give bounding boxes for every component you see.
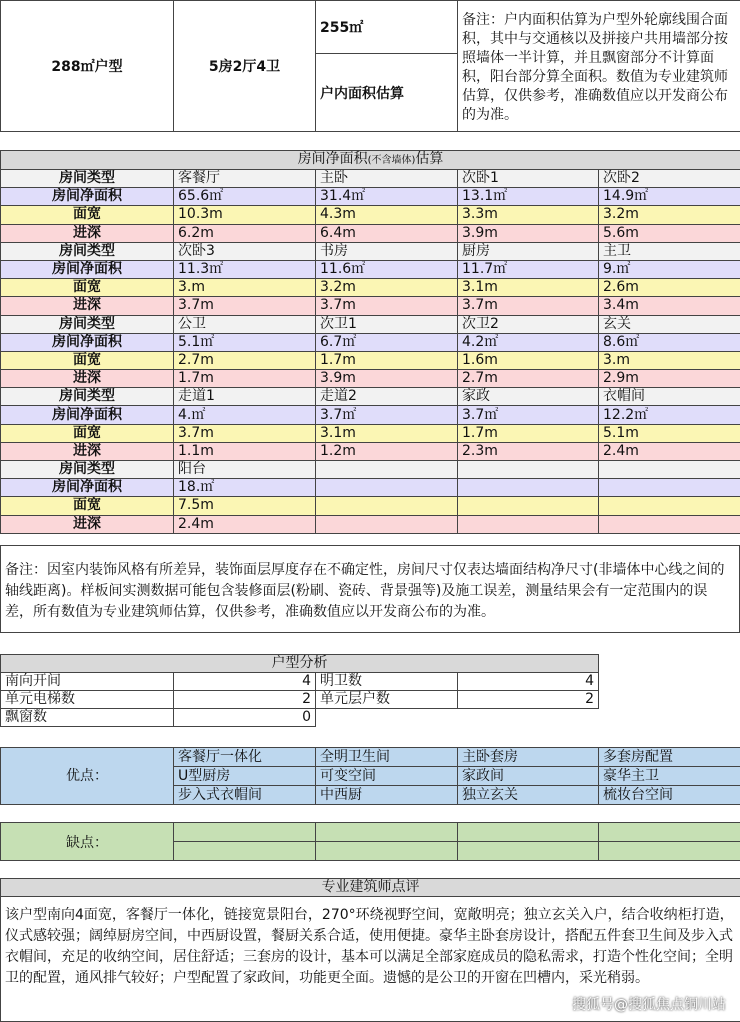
room-width-cell: 3.7m <box>174 424 316 442</box>
pro-item: 豪华主卫 <box>599 767 740 786</box>
room-name-cell: 次卧3 <box>174 242 316 260</box>
pro-item: 可变空间 <box>316 767 458 786</box>
room-row-width <box>1 497 740 515</box>
analysis-empty <box>458 709 599 727</box>
row-label-width: 面宽 <box>1 424 174 442</box>
room-area-cell <box>599 479 740 497</box>
room-width-cell: 3.m <box>599 351 740 369</box>
pro-item: 全明卫生间 <box>316 748 458 767</box>
cons-label: 缺点： <box>1 823 174 861</box>
room-name-cell <box>316 461 458 479</box>
room-width-cell: 10.3m <box>174 206 316 224</box>
analysis-value: 0 <box>174 709 316 727</box>
room-depth-cell: 3.7m <box>458 297 599 315</box>
room-width-cell <box>599 497 740 515</box>
room-depth-cell: 3.7m <box>316 297 458 315</box>
pro-item: 主卧套房 <box>458 748 599 767</box>
analysis-key: 飘窗数 <box>1 709 174 727</box>
pro-item: 客餐厅一体化 <box>174 748 316 767</box>
analysis-empty <box>316 709 458 727</box>
room-table-body <box>1 170 740 534</box>
con-item <box>174 823 316 842</box>
row-label-type: 房间类型 <box>1 388 174 406</box>
room-name-cell: 次卫2 <box>458 315 599 333</box>
room-depth-cell: 3.4m <box>599 297 740 315</box>
room-name-cell: 阳台 <box>174 461 316 479</box>
room-area-cell: 18.㎡ <box>174 479 316 497</box>
analysis-value: 2 <box>174 691 316 709</box>
watermark: 搜狐号@搜狐焦点铜川站 <box>572 994 726 1014</box>
room-depth-cell: 2.7m <box>458 370 599 388</box>
review-text: 该户型南向4面宽，客餐厅一体化，链接宽景阳台，270°环绕视野空间，宽敞明亮；独立玄关入户，结合收纳柜打造，仪式感较强；阔绰厨房空间，中西厨设置，餐厨关系合适，使用便捷。豪华主卧套房设计，搭配五件套卫生间及步入式衣帽间，充足的收纳空间，居住舒适；三套房的设计，基本可以满足全部家庭成员的隐私需求，打造个性化空间；全明卫的配置，通风排气较好；户型配置了家政间，功能更全面。遗憾的是公卫的开窗在凹槽内，采光稍弱。 <box>1 897 740 1022</box>
room-depth-cell: 2.4m <box>174 515 316 533</box>
room-table-note: 备注：因室内装饰风格有所差异，装饰面层厚度存在不确定性，房间尺寸仅表达墙面结构净尺寸(非墙体中心线之间的轴线距离)。样板间实测数据可能包含装修面层(粉刷、瓷砖、背景强等)及施工误差，测量结果会有一定范围内的误差，所有数值为专业建筑师估算，仅供参考，准确数值应以开发商公布的为准。 <box>0 545 740 633</box>
pro-item: 步入式衣帽间 <box>174 786 316 805</box>
pro-item: 梳妆台空间 <box>599 786 740 805</box>
room-name-cell: 次卧1 <box>458 170 599 188</box>
room-row-type <box>1 170 740 188</box>
room-name-cell: 次卫1 <box>316 315 458 333</box>
room-width-cell: 2.6m <box>599 279 740 297</box>
room-width-cell: 1.6m <box>458 351 599 369</box>
room-name-cell: 玄关 <box>599 315 740 333</box>
unit-type-cell: 288㎡户型 <box>1 1 174 132</box>
room-width-cell: 3.1m <box>316 424 458 442</box>
room-name-cell: 公卫 <box>174 315 316 333</box>
room-area-cell: 13.1㎡ <box>458 188 599 206</box>
room-row-width <box>1 351 740 369</box>
pros-table <box>0 747 740 805</box>
row-label-width: 面宽 <box>1 351 174 369</box>
con-item <box>458 823 599 842</box>
pro-item: 独立玄关 <box>458 786 599 805</box>
row-label-depth: 进深 <box>1 224 174 242</box>
room-depth-cell: 1.7m <box>174 370 316 388</box>
analysis-key: 单元电梯数 <box>1 691 174 709</box>
room-width-cell <box>458 497 599 515</box>
row-label-depth: 进深 <box>1 297 174 315</box>
room-row-depth <box>1 297 740 315</box>
row-label-area: 房间净面积 <box>1 260 174 278</box>
room-row-type <box>1 461 740 479</box>
room-name-cell: 走道1 <box>174 388 316 406</box>
room-depth-cell <box>599 515 740 533</box>
room-area-cell: 3.7㎡ <box>316 406 458 424</box>
room-area-cell: 65.6㎡ <box>174 188 316 206</box>
row-label-area: 房间净面积 <box>1 188 174 206</box>
pro-item: 家政间 <box>458 767 599 786</box>
row-label-width: 面宽 <box>1 279 174 297</box>
room-area-cell: 31.4㎡ <box>316 188 458 206</box>
room-area-cell: 6.7㎡ <box>316 333 458 351</box>
con-item <box>458 842 599 861</box>
con-item <box>599 823 740 842</box>
room-row-area <box>1 479 740 497</box>
room-depth-cell: 5.6m <box>599 224 740 242</box>
room-name-cell <box>599 461 740 479</box>
pro-item: 中西厨 <box>316 786 458 805</box>
room-depth-cell: 3.9m <box>458 224 599 242</box>
room-name-cell: 主卧 <box>316 170 458 188</box>
room-row-area <box>1 406 740 424</box>
row-label-width: 面宽 <box>1 206 174 224</box>
room-width-cell: 1.7m <box>316 351 458 369</box>
room-depth-cell: 2.9m <box>599 370 740 388</box>
analysis-value: 2 <box>458 691 599 709</box>
room-row-depth <box>1 224 740 242</box>
con-item <box>174 842 316 861</box>
room-depth-cell: 1.2m <box>316 442 458 460</box>
room-depth-cell: 3.7m <box>174 297 316 315</box>
room-row-width <box>1 206 740 224</box>
analysis-table <box>0 654 599 727</box>
room-width-cell: 3.3m <box>458 206 599 224</box>
header-table <box>0 0 740 132</box>
room-name-cell: 主卫 <box>599 242 740 260</box>
cons-table <box>0 822 740 861</box>
room-depth-cell: 6.2m <box>174 224 316 242</box>
room-name-cell: 次卧2 <box>599 170 740 188</box>
row-label-area: 房间净面积 <box>1 406 174 424</box>
room-row-depth <box>1 370 740 388</box>
room-area-cell: 8.6㎡ <box>599 333 740 351</box>
room-name-cell <box>458 461 599 479</box>
con-item <box>599 842 740 861</box>
row-label-depth: 进深 <box>1 515 174 533</box>
row-label-area: 房间净面积 <box>1 333 174 351</box>
room-area-cell: 5.1㎡ <box>174 333 316 351</box>
room-width-cell: 3.1m <box>458 279 599 297</box>
room-area-cell: 14.9㎡ <box>599 188 740 206</box>
analysis-value: 4 <box>174 673 316 691</box>
room-width-cell: 1.7m <box>458 424 599 442</box>
analysis-key: 南向开间 <box>1 673 174 691</box>
room-area-cell <box>316 479 458 497</box>
review-title: 专业建筑师点评 <box>1 879 740 897</box>
room-width-cell: 3.2m <box>316 279 458 297</box>
con-item <box>316 823 458 842</box>
room-name-cell: 衣帽间 <box>599 388 740 406</box>
room-width-cell: 2.7m <box>174 351 316 369</box>
room-table-title: 房间净面积(不含墙体)估算 <box>1 151 740 170</box>
analysis-title: 户型分析 <box>1 655 599 673</box>
room-row-area <box>1 333 740 351</box>
room-depth-cell: 2.4m <box>599 442 740 460</box>
row-label-width: 面宽 <box>1 497 174 515</box>
analysis-value: 4 <box>458 673 599 691</box>
row-label-type: 房间类型 <box>1 242 174 260</box>
room-area-cell: 4.2㎡ <box>458 333 599 351</box>
room-row-area <box>1 260 740 278</box>
room-area-cell: 9.㎡ <box>599 260 740 278</box>
row-label-type: 房间类型 <box>1 315 174 333</box>
pro-item: U型厨房 <box>174 767 316 786</box>
room-depth-cell: 1.1m <box>174 442 316 460</box>
area-value-cell: 255㎡ <box>316 1 458 54</box>
room-width-cell: 7.5m <box>174 497 316 515</box>
room-depth-cell: 3.9m <box>316 370 458 388</box>
room-area-cell: 11.3㎡ <box>174 260 316 278</box>
analysis-key: 明卫数 <box>316 673 458 691</box>
room-row-depth <box>1 442 740 460</box>
room-area-cell <box>458 479 599 497</box>
con-item <box>316 842 458 861</box>
row-label-type: 房间类型 <box>1 170 174 188</box>
room-depth-cell <box>316 515 458 533</box>
analysis-key: 单元层户数 <box>316 691 458 709</box>
room-row-width <box>1 424 740 442</box>
room-row-area <box>1 188 740 206</box>
area-label-cell: 户内面积估算 <box>316 54 458 132</box>
room-name-cell: 家政 <box>458 388 599 406</box>
room-area-cell: 12.2㎡ <box>599 406 740 424</box>
layout-cell: 5房2厅4卫 <box>174 1 316 132</box>
header-note: 备注：户内面积估算为户型外轮廓线围合面积，其中与交通核以及拼接户共用墙部分按照墙体一半计算，并且飘窗部分不计算面积，阳台部分算全面积。数值为专业建筑师估算，仅供参考，准确数值应以开发商公布的为准。 <box>458 1 740 132</box>
room-row-type <box>1 242 740 260</box>
room-width-cell <box>316 497 458 515</box>
room-area-cell: 4.㎡ <box>174 406 316 424</box>
pros-label: 优点： <box>1 748 174 805</box>
room-name-cell: 走道2 <box>316 388 458 406</box>
row-label-area: 房间净面积 <box>1 479 174 497</box>
room-row-type <box>1 315 740 333</box>
room-width-cell: 3.2m <box>599 206 740 224</box>
room-row-depth <box>1 515 740 533</box>
room-name-cell: 书房 <box>316 242 458 260</box>
room-name-cell: 厨房 <box>458 242 599 260</box>
room-area-cell: 11.7㎡ <box>458 260 599 278</box>
room-width-cell: 5.1m <box>599 424 740 442</box>
room-depth-cell: 6.4m <box>316 224 458 242</box>
room-row-width <box>1 279 740 297</box>
room-row-type <box>1 388 740 406</box>
room-depth-cell: 2.3m <box>458 442 599 460</box>
room-area-table <box>0 150 740 534</box>
row-label-depth: 进深 <box>1 442 174 460</box>
room-name-cell: 客餐厅 <box>174 170 316 188</box>
room-depth-cell <box>458 515 599 533</box>
pro-item: 多套房配置 <box>599 748 740 767</box>
room-width-cell: 4.3m <box>316 206 458 224</box>
row-label-depth: 进深 <box>1 370 174 388</box>
row-label-type: 房间类型 <box>1 461 174 479</box>
room-width-cell: 3.m <box>174 279 316 297</box>
room-area-cell: 11.6㎡ <box>316 260 458 278</box>
room-area-cell: 3.7㎡ <box>458 406 599 424</box>
